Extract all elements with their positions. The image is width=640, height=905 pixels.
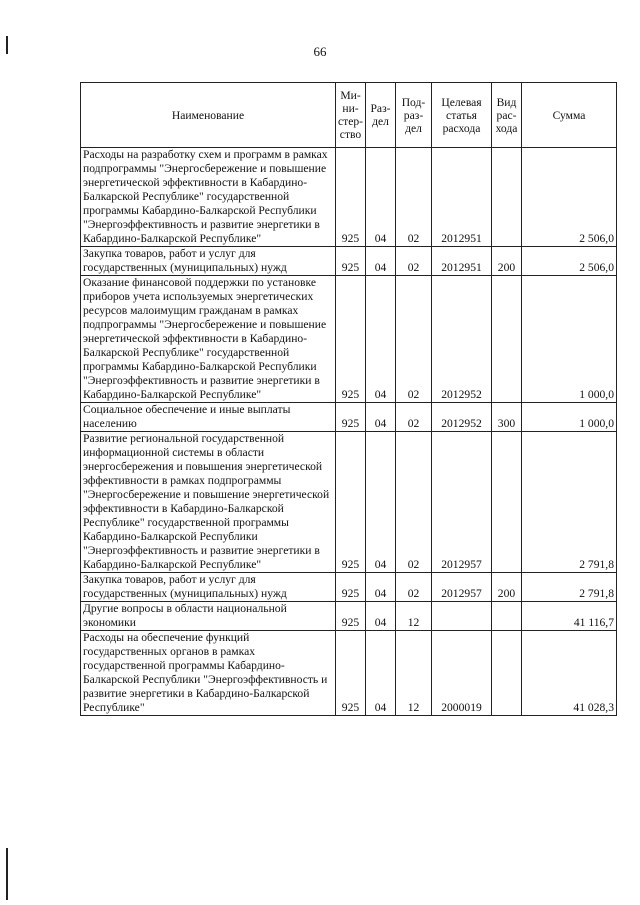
cell-subsection: 02 xyxy=(396,148,432,247)
table-row xyxy=(81,573,617,602)
cell-type xyxy=(492,602,522,631)
cell-ministry: 925 xyxy=(336,247,366,276)
cell-sum: 41 116,7 xyxy=(522,602,617,631)
cell-ministry: 925 xyxy=(336,276,366,403)
cell-subsection: 02 xyxy=(396,573,432,602)
header-section: Раз- дел xyxy=(366,83,396,148)
table-row xyxy=(81,247,617,276)
cell-subsection: 12 xyxy=(396,631,432,716)
cell-target xyxy=(432,602,492,631)
header-sum: Сумма xyxy=(522,83,617,148)
cell-section: 04 xyxy=(366,602,396,631)
cell-sum: 2 791,8 xyxy=(522,573,617,602)
cell-target: 2000019 xyxy=(432,631,492,716)
cell-name: Социальное обеспечение и иные выплаты населению xyxy=(81,403,336,432)
cell-name: Развитие региональной государственной информационной системы в области энергосбережения и повышения энергетической эффективности в рамках подпрограммы "Энергосбережение и повышение энергетической эффективности в Кабардино-Балкарской Республике" государственной программы Кабардино-Балкарской Республики "Энергоэффективность и развитие энергетики в Кабардино-Балкарской Республике" xyxy=(81,432,336,573)
cell-type: 300 xyxy=(492,403,522,432)
cell-target: 2012952 xyxy=(432,276,492,403)
header-subsection: Под- раз- дел xyxy=(396,83,432,148)
cell-subsection: 02 xyxy=(396,247,432,276)
cell-target: 2012951 xyxy=(432,148,492,247)
cell-sum: 1 000,0 xyxy=(522,403,617,432)
cell-type xyxy=(492,432,522,573)
header-name: Наименование xyxy=(81,83,336,148)
cell-subsection: 02 xyxy=(396,432,432,573)
cell-sum: 41 028,3 xyxy=(522,631,617,716)
table-row xyxy=(81,432,617,573)
cell-section: 04 xyxy=(366,247,396,276)
cell-ministry: 925 xyxy=(336,602,366,631)
cell-type xyxy=(492,276,522,403)
cell-target: 2012957 xyxy=(432,573,492,602)
cell-ministry: 925 xyxy=(336,403,366,432)
table-row xyxy=(81,148,617,247)
scan-edge-mark-bottom xyxy=(6,848,8,900)
table-row xyxy=(81,631,617,716)
cell-sum: 2 506,0 xyxy=(522,247,617,276)
header-type: Вид рас- хода xyxy=(492,83,522,148)
cell-ministry: 925 xyxy=(336,148,366,247)
cell-section: 04 xyxy=(366,573,396,602)
cell-section: 04 xyxy=(366,403,396,432)
cell-subsection: 02 xyxy=(396,276,432,403)
cell-sum: 2 506,0 xyxy=(522,148,617,247)
cell-name: Другие вопросы в области национальной экономики xyxy=(81,602,336,631)
cell-type xyxy=(492,631,522,716)
cell-section: 04 xyxy=(366,631,396,716)
cell-type: 200 xyxy=(492,573,522,602)
cell-target: 2012951 xyxy=(432,247,492,276)
cell-name: Расходы на обеспечение функций государственных органов в рамках государственной программы Кабардино-Балкарской Республики "Энергоэффективность и развитие энергетики в Кабардино-Балкарской Республике" xyxy=(81,631,336,716)
cell-name: Закупка товаров, работ и услуг для государственных (муниципальных) нужд xyxy=(81,573,336,602)
cell-ministry: 925 xyxy=(336,432,366,573)
header-target: Целевая статья расхода xyxy=(432,83,492,148)
cell-sum: 2 791,8 xyxy=(522,432,617,573)
header-ministry: Ми- ни- стер- ство xyxy=(336,83,366,148)
page-number: 66 xyxy=(313,44,327,59)
budget-table xyxy=(80,82,617,716)
cell-section: 04 xyxy=(366,148,396,247)
cell-name: Расходы на разработку схем и программ в рамках подпрограммы "Энергосбережение и повышение энергетической эффективности в Кабардино-Балкарской Республике" государственной программы Кабардино-Балкарской Республики "Энергоэффективность и развитие энергетики в Кабардино-Балкарской Республике" xyxy=(81,148,336,247)
cell-type xyxy=(492,148,522,247)
table-row xyxy=(81,403,617,432)
cell-sum: 1 000,0 xyxy=(522,276,617,403)
cell-name: Оказание финансовой поддержки по установке приборов учета используемых энергетических ресурсов малоимущим гражданам в рамках подпрограммы "Энергосбережение и повышение энергетической эффективности в Кабардино-Балкарской Республике" государственной программы Кабардино-Балкарской Республики "Энергоэффективность и развитие энергетики в Кабардино-Балкарской Республике" xyxy=(81,276,336,403)
cell-subsection: 12 xyxy=(396,602,432,631)
table-row xyxy=(81,602,617,631)
cell-section: 04 xyxy=(366,276,396,403)
cell-type: 200 xyxy=(492,247,522,276)
cell-target: 2012952 xyxy=(432,403,492,432)
cell-subsection: 02 xyxy=(396,403,432,432)
table-header-row xyxy=(81,83,617,148)
cell-name: Закупка товаров, работ и услуг для государственных (муниципальных) нужд xyxy=(81,247,336,276)
cell-target: 2012957 xyxy=(432,432,492,573)
table-row xyxy=(81,276,617,403)
cell-ministry: 925 xyxy=(336,573,366,602)
cell-ministry: 925 xyxy=(336,631,366,716)
cell-section: 04 xyxy=(366,432,396,573)
